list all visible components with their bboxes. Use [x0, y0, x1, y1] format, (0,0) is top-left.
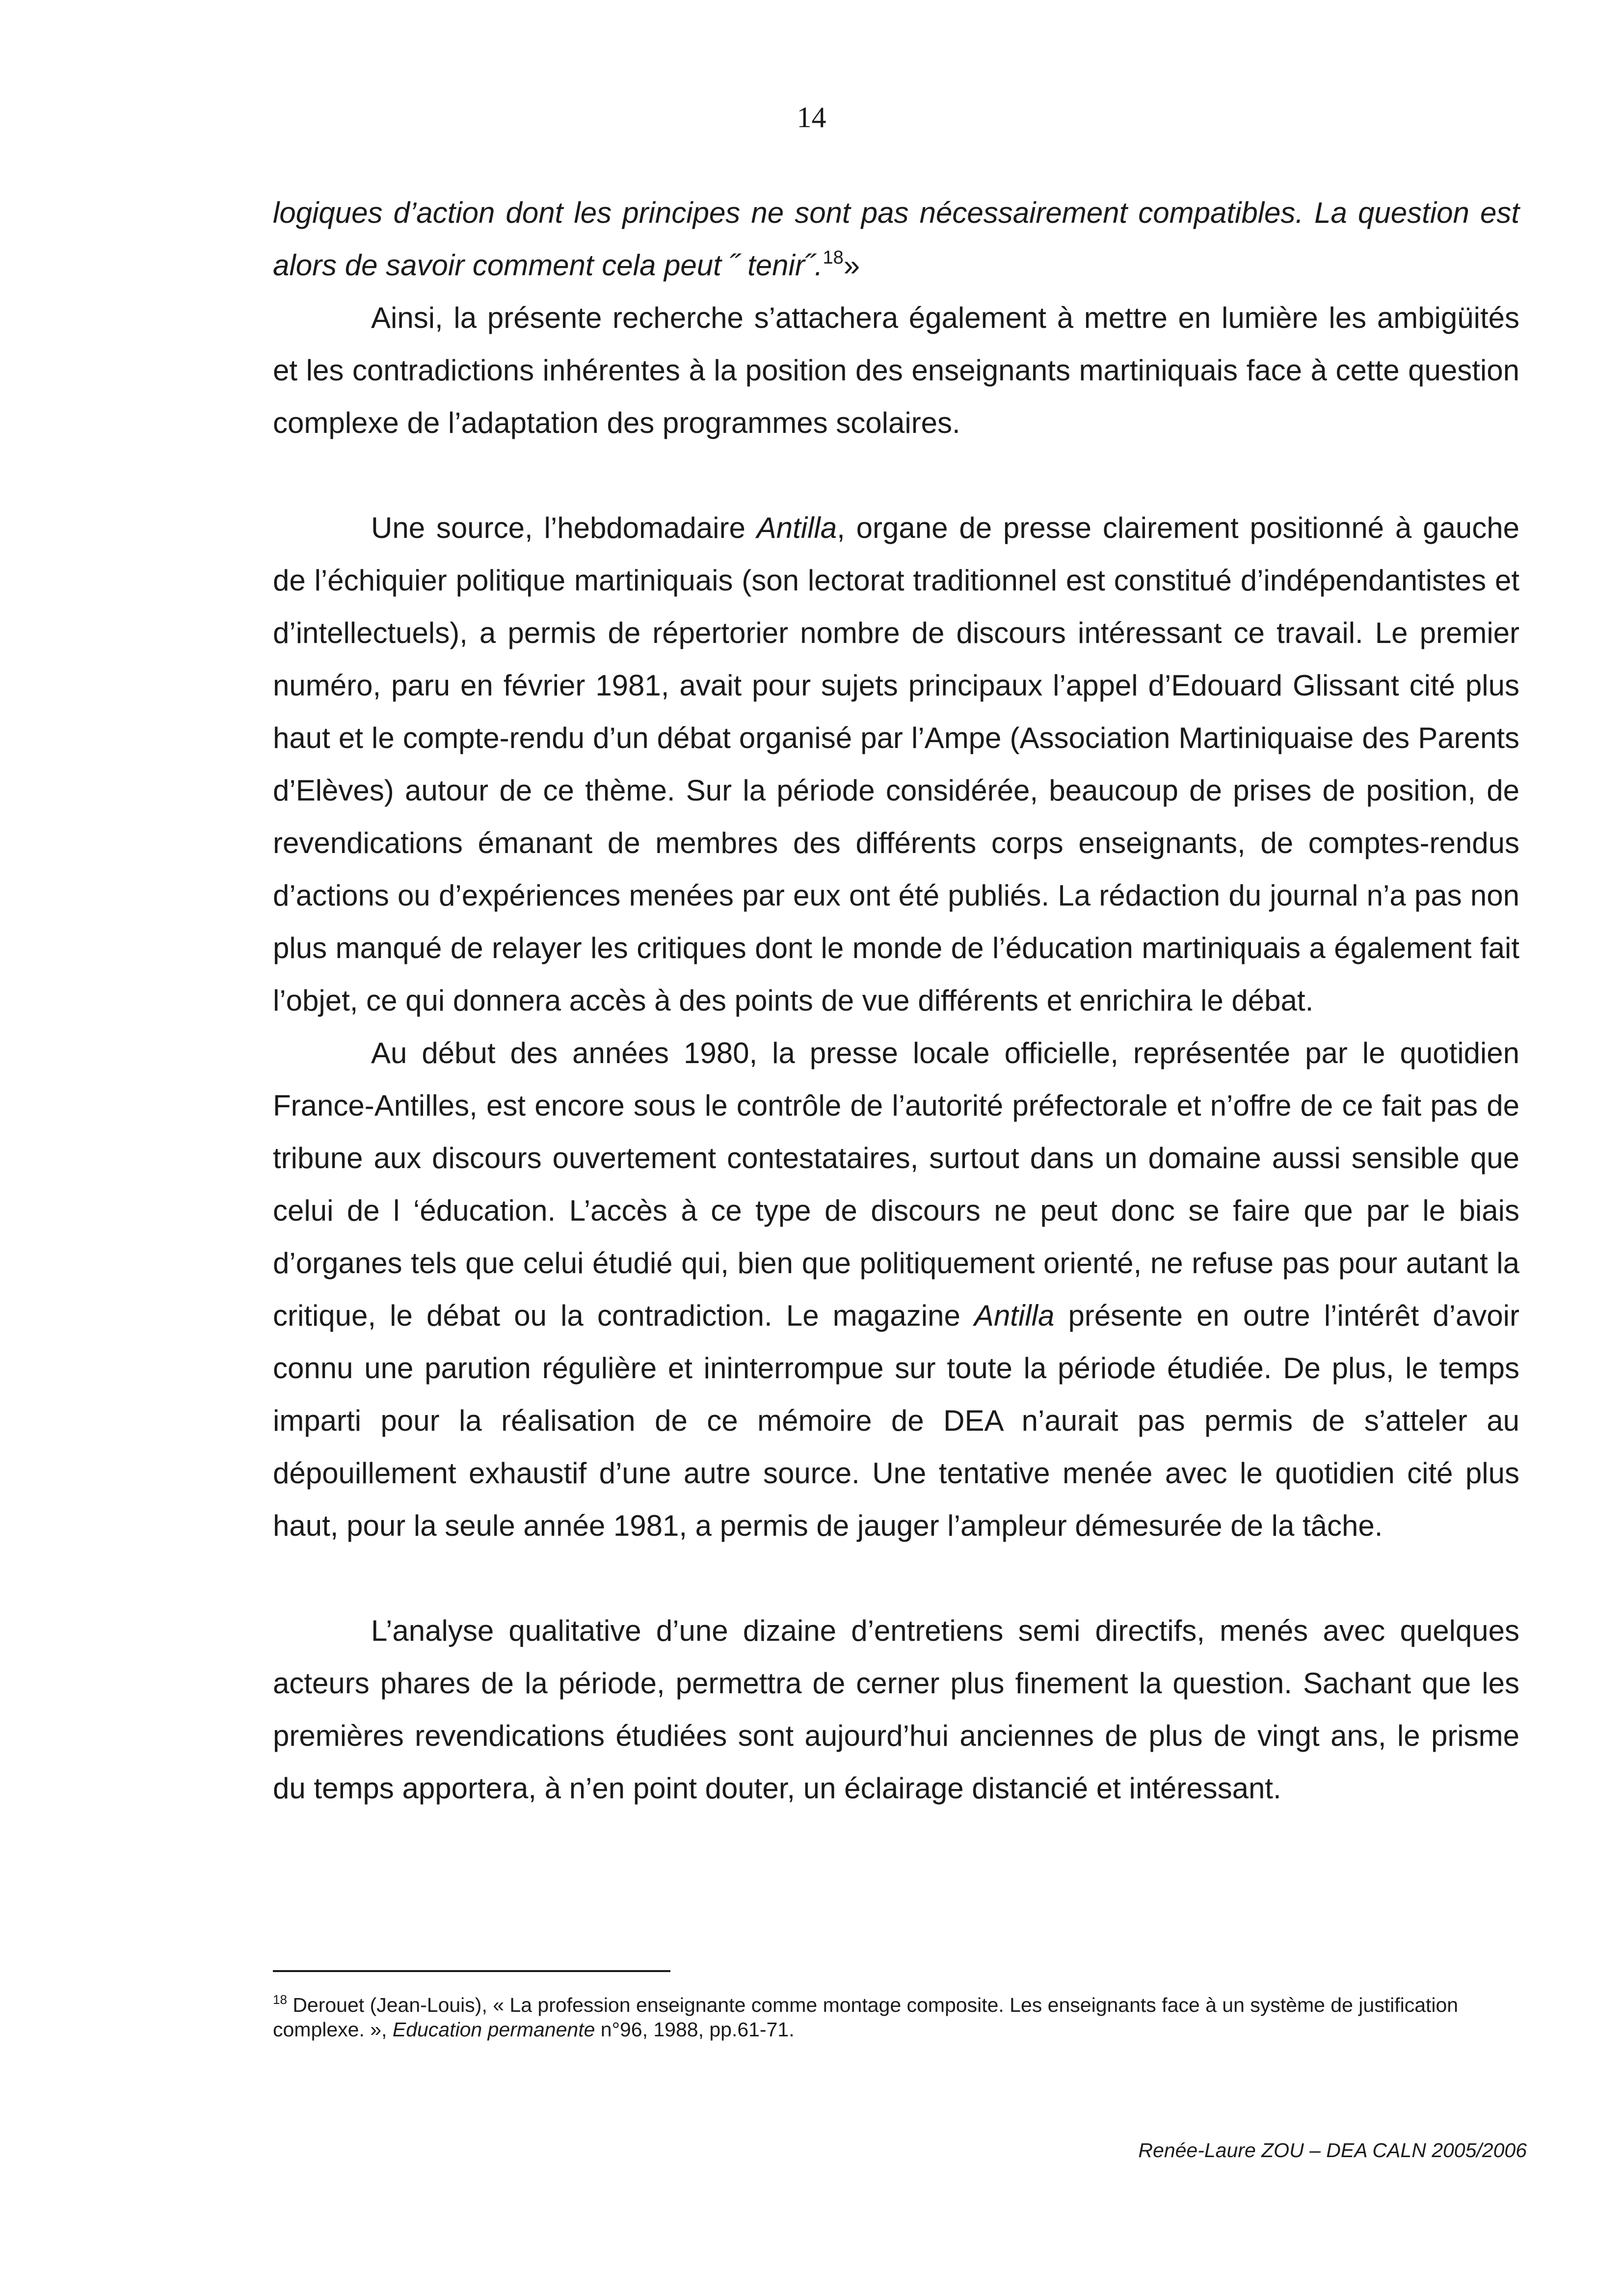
- paragraph-3-part-a: Au début des années 1980, la presse locale officielle, représentée par le quotidien France-Antilles, est encore sous le contrôle de l’autorité préfectorale et n’offre de ce fait pas de tribune aux discours ouvertement contestataires, surtout dans un domaine aussi sensible que celui de l ‘éducation. L’accès à ce type de discours ne peut donc se faire que par le biais d’organes tels que celui étudié qui, bien que politiquement orienté, ne refuse pas pour autant la critique, le débat ou la contradiction. Le magazine: [273, 1037, 1519, 1332]
- quote-continuation: [273, 187, 1519, 292]
- page-footer: Renée-Laure ZOU – DEA CALN 2005/2006: [1138, 2139, 1527, 2162]
- paragraph-2-part-a: Une source, l’hebdomadaire: [371, 511, 757, 544]
- footnote-18: [273, 1993, 1470, 2042]
- page-number: 14: [797, 101, 826, 133]
- paragraph-1: Ainsi, la présente recherche s’attachera également à mettre en lumière les ambigüités et les contradictions inhérentes à la position des enseignants martiniquais face à cette question complexe de l’adaptation des programmes scolaires.: [273, 301, 1519, 439]
- body-text: [273, 187, 1519, 1815]
- footnote-separator: [273, 1970, 670, 1972]
- footnote-text-a: Derouet (Jean-Louis), « La profession enseignante comme montage composite. Les enseignants face à un système de justification complexe. »,: [273, 1994, 1459, 2041]
- footnote-ref-18[interactable]: 18: [823, 247, 844, 268]
- antilla-title: Antilla: [756, 511, 837, 544]
- antilla-title: Antilla: [974, 1299, 1055, 1332]
- footnote-publication-title: Education permanente: [392, 2018, 595, 2041]
- paragraph-2: [273, 502, 1519, 1027]
- footnote-number: 18: [273, 1992, 287, 2007]
- quote-closing-mark: »: [843, 249, 860, 282]
- paragraph-4: L’analyse qualitative d’une dizaine d’entretiens semi directifs, menés avec quelques acteurs phares de la période, permettra de cerner plus finement la question. Sachant que les premières revendications étudiées sont aujourd’hui anciennes de plus de vingt ans, le prisme du temps apportera, à n’en point douter, un éclairage distancié et intéressant.: [273, 1614, 1519, 1805]
- paragraph-3-part-b: présente en outre l’intérêt d’avoir connu une parution régulière et ininterrompue sur toute la période étudiée. De plus, le temps imparti pour la réalisation de ce mémoire de DEA n’aurait pas permis de s’atteler au dépouillement exhaustif d’une autre source. Une tentative menée avec le quotidien cité plus haut, pour la seule année 1981, a permis de jauger l’ampleur démesurée de la tâche.: [273, 1299, 1519, 1542]
- paragraph-3: [273, 1027, 1519, 1552]
- footnote-text-b: n°96, 1988, pp.61-71.: [595, 2018, 795, 2041]
- paragraph-2-part-b: , organe de presse clairement positionné à gauche de l’échiquier politique martiniquais (son lectorat traditionnel est constitué d’indépendantistes et d’intellectuels), a permis de répertorier nombre de discours intéressant ce travail. Le premier numéro, paru en février 1981, avait pour sujets principaux l’appel d’Edouard Glissant cité plus haut et le compte-rendu d’un débat organisé par l’Ampe (Association Martiniquaise des Parents d’Elèves) autour de ce thème. Sur la période considérée, beaucoup de prises de position, de revendications émanant de membres des différents corps enseignants, de comptes-rendus d’actions ou d’expériences menées par eux ont été publiés. La rédaction du journal n’a pas non plus manqué de relayer les critiques dont le monde de l’éducation martiniquais a également fait l’objet, ce qui donnera accès à des points de vue différents et enrichira le débat.: [273, 511, 1519, 1017]
- quote-text: logiques d’action dont les principes ne sont pas nécessairement compatibles. La question est alors de savoir comment cela peut ˝ tenir˝.: [273, 196, 1519, 282]
